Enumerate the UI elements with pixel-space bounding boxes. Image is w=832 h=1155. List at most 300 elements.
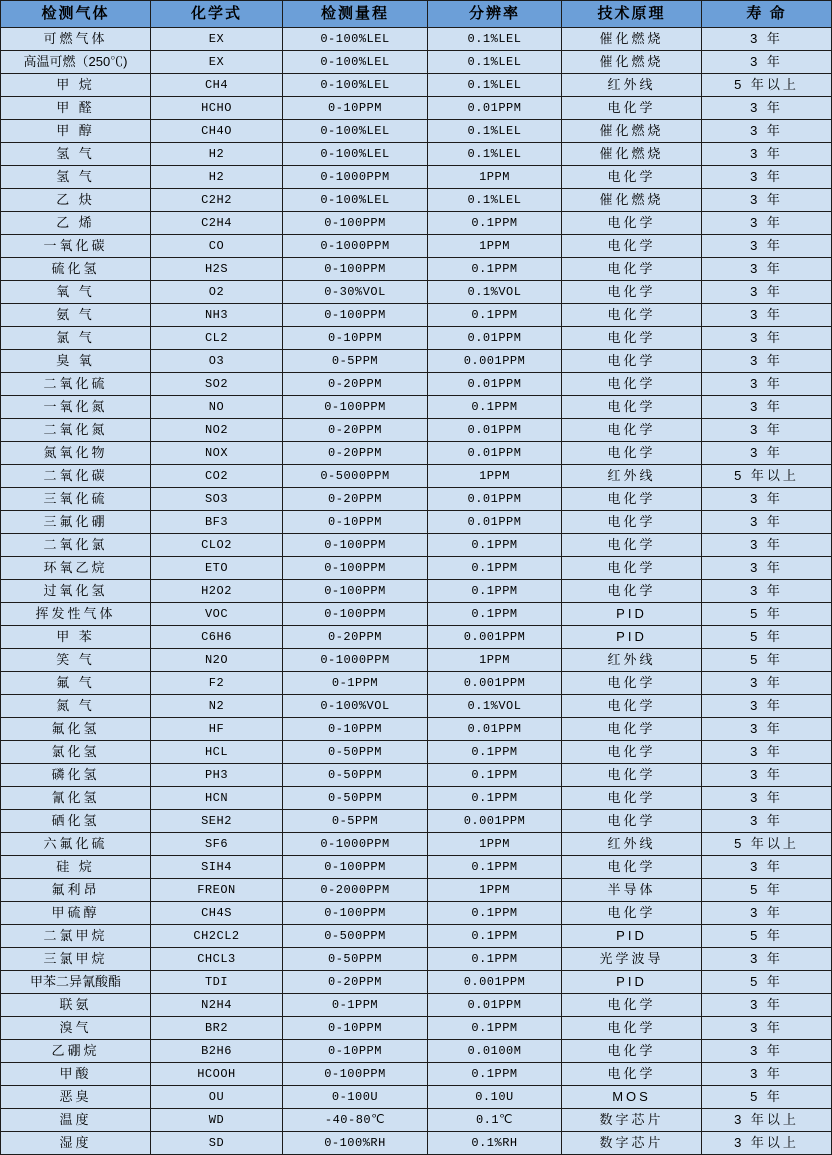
cell-technology-principle: 电化学 xyxy=(562,695,702,718)
table-row xyxy=(1,304,832,327)
table-body xyxy=(1,28,832,1155)
cell-chemical-formula: H2 xyxy=(151,143,283,166)
table-row xyxy=(1,925,832,948)
table-header xyxy=(1,1,832,28)
table-row xyxy=(1,281,832,304)
cell-gas-name: 高温可燃（250℃) xyxy=(1,51,151,74)
table-row xyxy=(1,810,832,833)
cell-technology-principle: 红外线 xyxy=(562,465,702,488)
cell-resolution: 0.1%LEL xyxy=(428,28,562,51)
cell-chemical-formula: HCN xyxy=(151,787,283,810)
cell-resolution: 1PPM xyxy=(428,879,562,902)
cell-resolution: 0.01PPM xyxy=(428,718,562,741)
table-row xyxy=(1,74,832,97)
cell-lifetime: 3 年以上 xyxy=(702,1132,832,1155)
cell-lifetime: 3 年 xyxy=(702,304,832,327)
cell-resolution: 0.1PPM xyxy=(428,603,562,626)
cell-technology-principle: 红外线 xyxy=(562,833,702,856)
cell-chemical-formula: CL2 xyxy=(151,327,283,350)
cell-chemical-formula: NOX xyxy=(151,442,283,465)
table-row xyxy=(1,166,832,189)
cell-resolution: 1PPM xyxy=(428,465,562,488)
table-row xyxy=(1,419,832,442)
cell-detection-range: 0-1000PPM xyxy=(283,833,428,856)
cell-resolution: 0.01PPM xyxy=(428,994,562,1017)
cell-technology-principle: 催化燃烧 xyxy=(562,143,702,166)
table-row xyxy=(1,327,832,350)
cell-detection-range: 0-100PPM xyxy=(283,534,428,557)
cell-resolution: 0.1PPM xyxy=(428,534,562,557)
cell-resolution: 0.1%RH xyxy=(428,1132,562,1155)
cell-technology-principle: 电化学 xyxy=(562,557,702,580)
cell-gas-name: 三氧化硫 xyxy=(1,488,151,511)
cell-gas-name: 二氯甲烷 xyxy=(1,925,151,948)
cell-gas-name: 可燃气体 xyxy=(1,28,151,51)
cell-resolution: 0.01PPM xyxy=(428,97,562,120)
cell-gas-name: 乙硼烷 xyxy=(1,1040,151,1063)
cell-detection-range: 0-1000PPM xyxy=(283,166,428,189)
cell-chemical-formula: O3 xyxy=(151,350,283,373)
cell-lifetime: 5 年 xyxy=(702,971,832,994)
cell-detection-range: 0-100PPM xyxy=(283,603,428,626)
cell-detection-range: 0-10PPM xyxy=(283,97,428,120)
cell-chemical-formula: VOC xyxy=(151,603,283,626)
cell-technology-principle: 电化学 xyxy=(562,442,702,465)
cell-detection-range: 0-100PPM xyxy=(283,580,428,603)
cell-technology-principle: 催化燃烧 xyxy=(562,189,702,212)
cell-detection-range: 0-20PPM xyxy=(283,971,428,994)
cell-resolution: 0.1PPM xyxy=(428,856,562,879)
cell-chemical-formula: SD xyxy=(151,1132,283,1155)
cell-chemical-formula: N2 xyxy=(151,695,283,718)
table-row xyxy=(1,649,832,672)
cell-detection-range: -40-80℃ xyxy=(283,1109,428,1132)
cell-gas-name: 甲苯二异氰酸酯 xyxy=(1,971,151,994)
cell-resolution: 0.1PPM xyxy=(428,580,562,603)
cell-chemical-formula: CH2CL2 xyxy=(151,925,283,948)
cell-lifetime: 3 年 xyxy=(702,1040,832,1063)
cell-lifetime: 3 年 xyxy=(702,902,832,925)
cell-gas-name: 甲硫醇 xyxy=(1,902,151,925)
cell-resolution: 0.001PPM xyxy=(428,971,562,994)
cell-technology-principle: 催化燃烧 xyxy=(562,28,702,51)
cell-detection-range: 0-10PPM xyxy=(283,511,428,534)
table-row xyxy=(1,143,832,166)
table-row xyxy=(1,511,832,534)
table-row xyxy=(1,258,832,281)
cell-technology-principle: PID xyxy=(562,925,702,948)
cell-detection-range: 0-10PPM xyxy=(283,718,428,741)
table-row xyxy=(1,879,832,902)
cell-detection-range: 0-100%LEL xyxy=(283,28,428,51)
cell-resolution: 0.0100M xyxy=(428,1040,562,1063)
table-row xyxy=(1,465,832,488)
cell-resolution: 0.1PPM xyxy=(428,304,562,327)
cell-detection-range: 0-20PPM xyxy=(283,419,428,442)
cell-gas-name: 氮 气 xyxy=(1,695,151,718)
cell-detection-range: 0-20PPM xyxy=(283,442,428,465)
cell-detection-range: 0-100PPM xyxy=(283,212,428,235)
cell-resolution: 0.1PPM xyxy=(428,741,562,764)
cell-gas-name: 甲 醛 xyxy=(1,97,151,120)
cell-technology-principle: PID xyxy=(562,626,702,649)
cell-resolution: 0.001PPM xyxy=(428,672,562,695)
cell-chemical-formula: EX xyxy=(151,51,283,74)
cell-resolution: 0.1PPM xyxy=(428,948,562,971)
cell-chemical-formula: SF6 xyxy=(151,833,283,856)
cell-chemical-formula: NO xyxy=(151,396,283,419)
column-header-resolution: 分辨率 xyxy=(428,1,562,28)
cell-gas-name: 甲 苯 xyxy=(1,626,151,649)
cell-lifetime: 3 年 xyxy=(702,764,832,787)
cell-lifetime: 5 年 xyxy=(702,879,832,902)
table-row xyxy=(1,350,832,373)
cell-gas-name: 硒化氢 xyxy=(1,810,151,833)
table-row xyxy=(1,580,832,603)
cell-chemical-formula: H2O2 xyxy=(151,580,283,603)
table-row xyxy=(1,189,832,212)
cell-lifetime: 3 年 xyxy=(702,557,832,580)
cell-resolution: 0.1%LEL xyxy=(428,74,562,97)
cell-resolution: 0.01PPM xyxy=(428,442,562,465)
table-row xyxy=(1,948,832,971)
cell-chemical-formula: C6H6 xyxy=(151,626,283,649)
cell-lifetime: 3 年 xyxy=(702,281,832,304)
cell-chemical-formula: CH4 xyxy=(151,74,283,97)
cell-detection-range: 0-30%VOL xyxy=(283,281,428,304)
cell-resolution: 0.10U xyxy=(428,1086,562,1109)
cell-gas-name: 溴气 xyxy=(1,1017,151,1040)
cell-detection-range: 0-100%VOL xyxy=(283,695,428,718)
cell-chemical-formula: OU xyxy=(151,1086,283,1109)
cell-detection-range: 0-50PPM xyxy=(283,787,428,810)
cell-technology-principle: 电化学 xyxy=(562,856,702,879)
cell-resolution: 0.1PPM xyxy=(428,212,562,235)
cell-technology-principle: 电化学 xyxy=(562,327,702,350)
column-header-range: 检测量程 xyxy=(283,1,428,28)
cell-technology-principle: 电化学 xyxy=(562,166,702,189)
cell-gas-name: 一氧化氮 xyxy=(1,396,151,419)
cell-gas-name: 三氯甲烷 xyxy=(1,948,151,971)
cell-detection-range: 0-10PPM xyxy=(283,1017,428,1040)
cell-chemical-formula: ETO xyxy=(151,557,283,580)
cell-chemical-formula: N2O xyxy=(151,649,283,672)
cell-lifetime: 3 年 xyxy=(702,189,832,212)
cell-lifetime: 3 年 xyxy=(702,373,832,396)
cell-detection-range: 0-100PPM xyxy=(283,557,428,580)
cell-chemical-formula: C2H4 xyxy=(151,212,283,235)
cell-gas-name: 氟利昂 xyxy=(1,879,151,902)
cell-gas-name: 乙 烯 xyxy=(1,212,151,235)
cell-lifetime: 5 年 xyxy=(702,626,832,649)
cell-technology-principle: 电化学 xyxy=(562,902,702,925)
cell-resolution: 0.1%VOL xyxy=(428,695,562,718)
cell-detection-range: 0-1000PPM xyxy=(283,649,428,672)
cell-technology-principle: 红外线 xyxy=(562,649,702,672)
cell-detection-range: 0-2000PPM xyxy=(283,879,428,902)
cell-technology-principle: 电化学 xyxy=(562,1063,702,1086)
cell-resolution: 0.1%VOL xyxy=(428,281,562,304)
cell-detection-range: 0-20PPM xyxy=(283,626,428,649)
cell-gas-name: 环氧乙烷 xyxy=(1,557,151,580)
table-row xyxy=(1,28,832,51)
table-row xyxy=(1,51,832,74)
cell-chemical-formula: BR2 xyxy=(151,1017,283,1040)
table-row xyxy=(1,695,832,718)
cell-lifetime: 5 年 xyxy=(702,649,832,672)
table-row xyxy=(1,994,832,1017)
cell-gas-name: 二氧化碳 xyxy=(1,465,151,488)
cell-technology-principle: 电化学 xyxy=(562,741,702,764)
cell-technology-principle: 电化学 xyxy=(562,580,702,603)
table-row xyxy=(1,672,832,695)
cell-chemical-formula: WD xyxy=(151,1109,283,1132)
cell-resolution: 0.1%LEL xyxy=(428,189,562,212)
cell-detection-range: 0-10PPM xyxy=(283,1040,428,1063)
cell-chemical-formula: HCL xyxy=(151,741,283,764)
table-row xyxy=(1,442,832,465)
cell-gas-name: 湿度 xyxy=(1,1132,151,1155)
cell-chemical-formula: HCOOH xyxy=(151,1063,283,1086)
cell-chemical-formula: CH4S xyxy=(151,902,283,925)
cell-detection-range: 0-100PPM xyxy=(283,304,428,327)
cell-resolution: 1PPM xyxy=(428,235,562,258)
cell-chemical-formula: EX xyxy=(151,28,283,51)
cell-gas-name: 甲 烷 xyxy=(1,74,151,97)
cell-lifetime: 3 年 xyxy=(702,511,832,534)
cell-resolution: 0.1PPM xyxy=(428,396,562,419)
cell-gas-name: 乙 炔 xyxy=(1,189,151,212)
cell-gas-name: 三氟化硼 xyxy=(1,511,151,534)
cell-chemical-formula: NO2 xyxy=(151,419,283,442)
cell-gas-name: 氟化氢 xyxy=(1,718,151,741)
cell-detection-range: 0-100%LEL xyxy=(283,74,428,97)
cell-technology-principle: MOS xyxy=(562,1086,702,1109)
cell-detection-range: 0-100PPM xyxy=(283,902,428,925)
table-row xyxy=(1,120,832,143)
table-row xyxy=(1,971,832,994)
cell-chemical-formula: B2H6 xyxy=(151,1040,283,1063)
table-row xyxy=(1,718,832,741)
cell-detection-range: 0-50PPM xyxy=(283,948,428,971)
cell-detection-range: 0-100PPM xyxy=(283,258,428,281)
table-row xyxy=(1,902,832,925)
cell-resolution: 0.01PPM xyxy=(428,419,562,442)
table-row xyxy=(1,833,832,856)
cell-lifetime: 3 年 xyxy=(702,1063,832,1086)
cell-lifetime: 3 年 xyxy=(702,787,832,810)
cell-lifetime: 3 年 xyxy=(702,419,832,442)
cell-resolution: 0.01PPM xyxy=(428,511,562,534)
cell-technology-principle: 数字芯片 xyxy=(562,1132,702,1155)
cell-resolution: 1PPM xyxy=(428,833,562,856)
table-row xyxy=(1,97,832,120)
cell-lifetime: 5 年以上 xyxy=(702,465,832,488)
cell-resolution: 0.01PPM xyxy=(428,488,562,511)
cell-gas-name: 过氧化氢 xyxy=(1,580,151,603)
cell-technology-principle: 电化学 xyxy=(562,1017,702,1040)
cell-detection-range: 0-20PPM xyxy=(283,488,428,511)
cell-resolution: 0.001PPM xyxy=(428,626,562,649)
cell-gas-name: 氰化氢 xyxy=(1,787,151,810)
cell-technology-principle: 电化学 xyxy=(562,350,702,373)
table-row xyxy=(1,1017,832,1040)
table-row xyxy=(1,787,832,810)
cell-gas-name: 氮氧化物 xyxy=(1,442,151,465)
cell-chemical-formula: HF xyxy=(151,718,283,741)
cell-detection-range: 0-1PPM xyxy=(283,672,428,695)
table-row xyxy=(1,488,832,511)
table-row xyxy=(1,1086,832,1109)
cell-gas-name: 笑 气 xyxy=(1,649,151,672)
cell-detection-range: 0-20PPM xyxy=(283,373,428,396)
cell-gas-name: 联氨 xyxy=(1,994,151,1017)
cell-gas-name: 氢 气 xyxy=(1,143,151,166)
cell-gas-name: 氯 气 xyxy=(1,327,151,350)
cell-detection-range: 0-100%LEL xyxy=(283,120,428,143)
cell-chemical-formula: SEH2 xyxy=(151,810,283,833)
table-row xyxy=(1,1040,832,1063)
column-header-lifetime: 寿 命 xyxy=(702,1,832,28)
cell-technology-principle: 电化学 xyxy=(562,304,702,327)
cell-lifetime: 3 年 xyxy=(702,28,832,51)
cell-lifetime: 3 年 xyxy=(702,741,832,764)
cell-gas-name: 甲 醇 xyxy=(1,120,151,143)
cell-gas-name: 二氧化氮 xyxy=(1,419,151,442)
cell-technology-principle: 电化学 xyxy=(562,488,702,511)
cell-technology-principle: 红外线 xyxy=(562,74,702,97)
table-row xyxy=(1,603,832,626)
cell-lifetime: 3 年 xyxy=(702,534,832,557)
cell-chemical-formula: BF3 xyxy=(151,511,283,534)
cell-lifetime: 3 年 xyxy=(702,350,832,373)
cell-gas-name: 氨 气 xyxy=(1,304,151,327)
cell-detection-range: 0-10PPM xyxy=(283,327,428,350)
cell-lifetime: 3 年 xyxy=(702,442,832,465)
cell-lifetime: 3 年 xyxy=(702,810,832,833)
cell-technology-principle: 电化学 xyxy=(562,97,702,120)
cell-lifetime: 3 年 xyxy=(702,856,832,879)
cell-detection-range: 0-100%LEL xyxy=(283,51,428,74)
table-header-row xyxy=(1,1,832,28)
cell-lifetime: 3 年 xyxy=(702,212,832,235)
cell-lifetime: 3 年 xyxy=(702,235,832,258)
cell-lifetime: 3 年 xyxy=(702,488,832,511)
cell-lifetime: 3 年 xyxy=(702,718,832,741)
cell-chemical-formula: CHCL3 xyxy=(151,948,283,971)
cell-technology-principle: 电化学 xyxy=(562,212,702,235)
table-row xyxy=(1,373,832,396)
cell-chemical-formula: SO3 xyxy=(151,488,283,511)
cell-lifetime: 3 年 xyxy=(702,258,832,281)
cell-lifetime: 5 年 xyxy=(702,1086,832,1109)
cell-technology-principle: 催化燃烧 xyxy=(562,120,702,143)
cell-gas-name: 硅 烷 xyxy=(1,856,151,879)
cell-resolution: 0.1PPM xyxy=(428,1063,562,1086)
cell-gas-name: 磷化氢 xyxy=(1,764,151,787)
cell-resolution: 0.1PPM xyxy=(428,1017,562,1040)
cell-chemical-formula: CLO2 xyxy=(151,534,283,557)
cell-detection-range: 0-50PPM xyxy=(283,764,428,787)
cell-lifetime: 3 年 xyxy=(702,120,832,143)
cell-gas-name: 甲酸 xyxy=(1,1063,151,1086)
cell-resolution: 0.1PPM xyxy=(428,902,562,925)
cell-chemical-formula: SIH4 xyxy=(151,856,283,879)
cell-lifetime: 3 年 xyxy=(702,580,832,603)
cell-technology-principle: 电化学 xyxy=(562,419,702,442)
cell-technology-principle: PID xyxy=(562,971,702,994)
cell-technology-principle: 电化学 xyxy=(562,994,702,1017)
cell-resolution: 0.1℃ xyxy=(428,1109,562,1132)
cell-chemical-formula: CH4O xyxy=(151,120,283,143)
cell-lifetime: 5 年以上 xyxy=(702,74,832,97)
cell-detection-range: 0-100PPM xyxy=(283,396,428,419)
cell-technology-principle: 电化学 xyxy=(562,672,702,695)
cell-lifetime: 3 年 xyxy=(702,948,832,971)
cell-resolution: 0.1PPM xyxy=(428,258,562,281)
table-row xyxy=(1,396,832,419)
cell-gas-name: 二氧化氯 xyxy=(1,534,151,557)
cell-lifetime: 5 年 xyxy=(702,925,832,948)
cell-gas-name: 恶臭 xyxy=(1,1086,151,1109)
cell-detection-range: 0-100%LEL xyxy=(283,143,428,166)
cell-detection-range: 0-50PPM xyxy=(283,741,428,764)
cell-detection-range: 0-100U xyxy=(283,1086,428,1109)
cell-detection-range: 0-100%LEL xyxy=(283,189,428,212)
cell-technology-principle: 电化学 xyxy=(562,534,702,557)
cell-detection-range: 0-5000PPM xyxy=(283,465,428,488)
table-row xyxy=(1,626,832,649)
cell-technology-principle: 电化学 xyxy=(562,718,702,741)
cell-detection-range: 0-100%RH xyxy=(283,1132,428,1155)
cell-chemical-formula: SO2 xyxy=(151,373,283,396)
cell-chemical-formula: NH3 xyxy=(151,304,283,327)
table-row xyxy=(1,856,832,879)
column-header-principle: 技术原理 xyxy=(562,1,702,28)
cell-chemical-formula: CO xyxy=(151,235,283,258)
cell-technology-principle: 电化学 xyxy=(562,1040,702,1063)
cell-technology-principle: 电化学 xyxy=(562,258,702,281)
cell-resolution: 0.01PPM xyxy=(428,327,562,350)
table-row xyxy=(1,557,832,580)
cell-gas-name: 氢 气 xyxy=(1,166,151,189)
cell-chemical-formula: C2H2 xyxy=(151,189,283,212)
cell-technology-principle: 电化学 xyxy=(562,396,702,419)
cell-resolution: 0.1PPM xyxy=(428,787,562,810)
cell-lifetime: 3 年 xyxy=(702,396,832,419)
cell-resolution: 0.1PPM xyxy=(428,764,562,787)
cell-technology-principle: 电化学 xyxy=(562,764,702,787)
cell-gas-name: 硫化氢 xyxy=(1,258,151,281)
cell-chemical-formula: CO2 xyxy=(151,465,283,488)
cell-chemical-formula: PH3 xyxy=(151,764,283,787)
table-row xyxy=(1,534,832,557)
table-row xyxy=(1,235,832,258)
table-row xyxy=(1,1109,832,1132)
cell-detection-range: 0-5PPM xyxy=(283,350,428,373)
cell-resolution: 1PPM xyxy=(428,166,562,189)
cell-technology-principle: 电化学 xyxy=(562,810,702,833)
cell-lifetime: 3 年 xyxy=(702,143,832,166)
cell-resolution: 0.1%LEL xyxy=(428,120,562,143)
cell-technology-principle: 半导体 xyxy=(562,879,702,902)
cell-lifetime: 3 年 xyxy=(702,695,832,718)
cell-chemical-formula: N2H4 xyxy=(151,994,283,1017)
table-row xyxy=(1,741,832,764)
cell-detection-range: 0-100PPM xyxy=(283,856,428,879)
cell-gas-name: 氟 气 xyxy=(1,672,151,695)
cell-lifetime: 5 年 xyxy=(702,603,832,626)
